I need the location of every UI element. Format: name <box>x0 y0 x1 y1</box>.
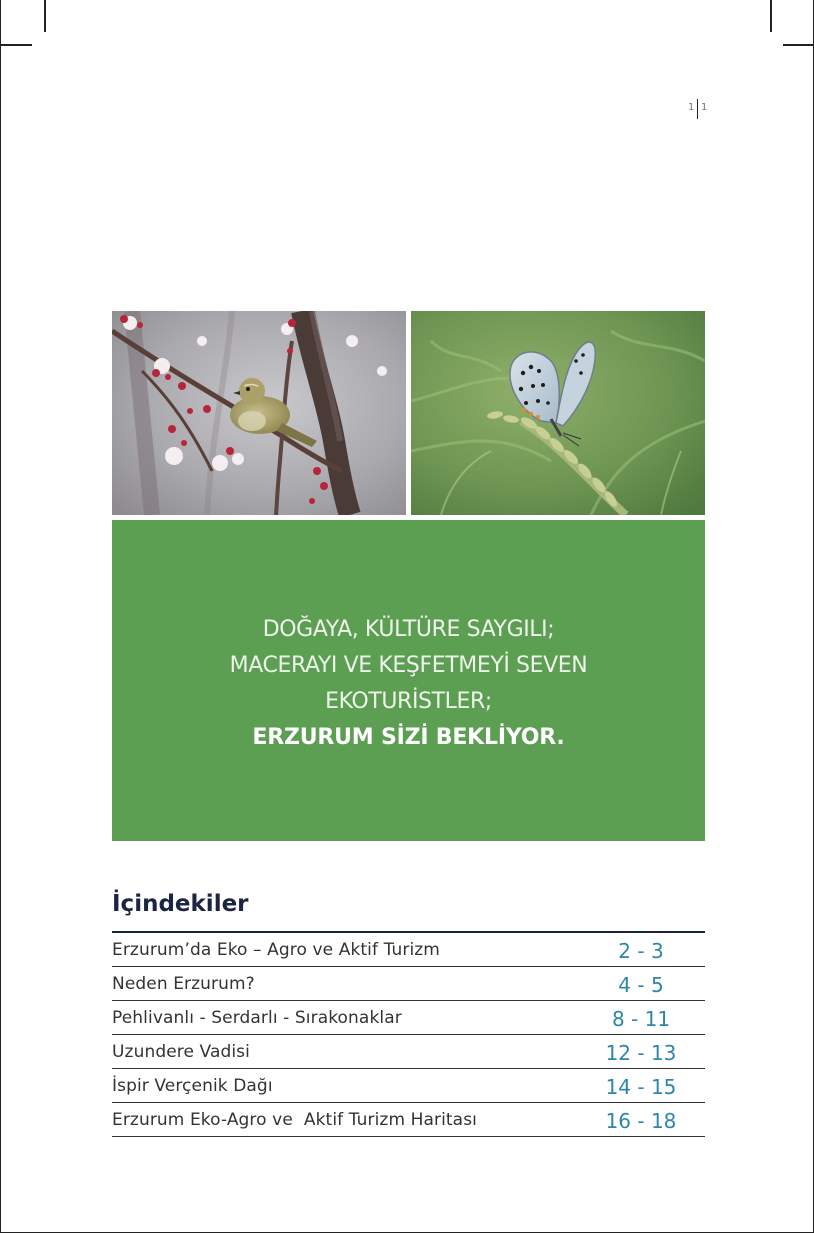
butterfly-photo <box>411 311 705 515</box>
slogan-line-1: DOĞAYA, KÜLTÜRE SAYGILI; <box>262 616 555 642</box>
toc-entry-label: Erzurum’da Eko – Agro ve Aktif Turizm <box>112 940 440 960</box>
slogan-line-4: ERZURUM SİZİ BEKLİYOR. <box>252 724 565 750</box>
toc-title: İçindekiler <box>112 891 249 917</box>
toc-row[interactable] <box>112 1103 705 1137</box>
toc-entry-pages: 4 - 5 <box>618 973 664 997</box>
page-number-divider <box>697 99 698 119</box>
toc-row[interactable] <box>112 1035 705 1069</box>
bird-photo <box>112 311 406 515</box>
toc-entry-pages: 14 - 15 <box>605 1075 677 1099</box>
crop-mark-top-right-vertical <box>770 0 772 32</box>
toc-entry-label: Uzundere Vadisi <box>112 1042 250 1062</box>
crop-mark-top-right-horizontal <box>783 44 814 46</box>
crop-mark-top-left-horizontal <box>0 44 32 46</box>
page-number-left: 1 <box>688 102 695 113</box>
slogan-line-2: MACERAYI VE KEŞFETMEYİ SEVEN <box>229 652 588 678</box>
toc-row[interactable] <box>112 933 705 967</box>
toc-entry-label: Pehlivanlı - Serdarlı - Sırakonaklar <box>112 1008 402 1028</box>
table-of-contents <box>112 933 705 1137</box>
toc-entry-label: Neden Erzurum? <box>112 974 255 994</box>
toc-entry-label: İspir Verçenik Dağı <box>112 1076 273 1096</box>
crop-mark-top-left-vertical <box>44 0 46 32</box>
toc-row[interactable] <box>112 1069 705 1103</box>
page-number-right: 1 <box>701 102 708 113</box>
toc-entry-pages: 12 - 13 <box>605 1041 677 1065</box>
toc-row[interactable] <box>112 967 705 1001</box>
toc-entry-pages: 16 - 18 <box>605 1109 677 1133</box>
toc-entry-label: Erzurum Eko-Agro ve Aktif Turizm Haritası <box>112 1110 477 1130</box>
toc-row[interactable] <box>112 1001 705 1035</box>
slogan-panel <box>112 520 705 841</box>
page-number <box>686 99 710 119</box>
slogan-line-3: EKOTURİSTLER; <box>325 688 492 714</box>
toc-entry-pages: 2 - 3 <box>618 939 664 963</box>
toc-entry-pages: 8 - 11 <box>611 1007 671 1031</box>
